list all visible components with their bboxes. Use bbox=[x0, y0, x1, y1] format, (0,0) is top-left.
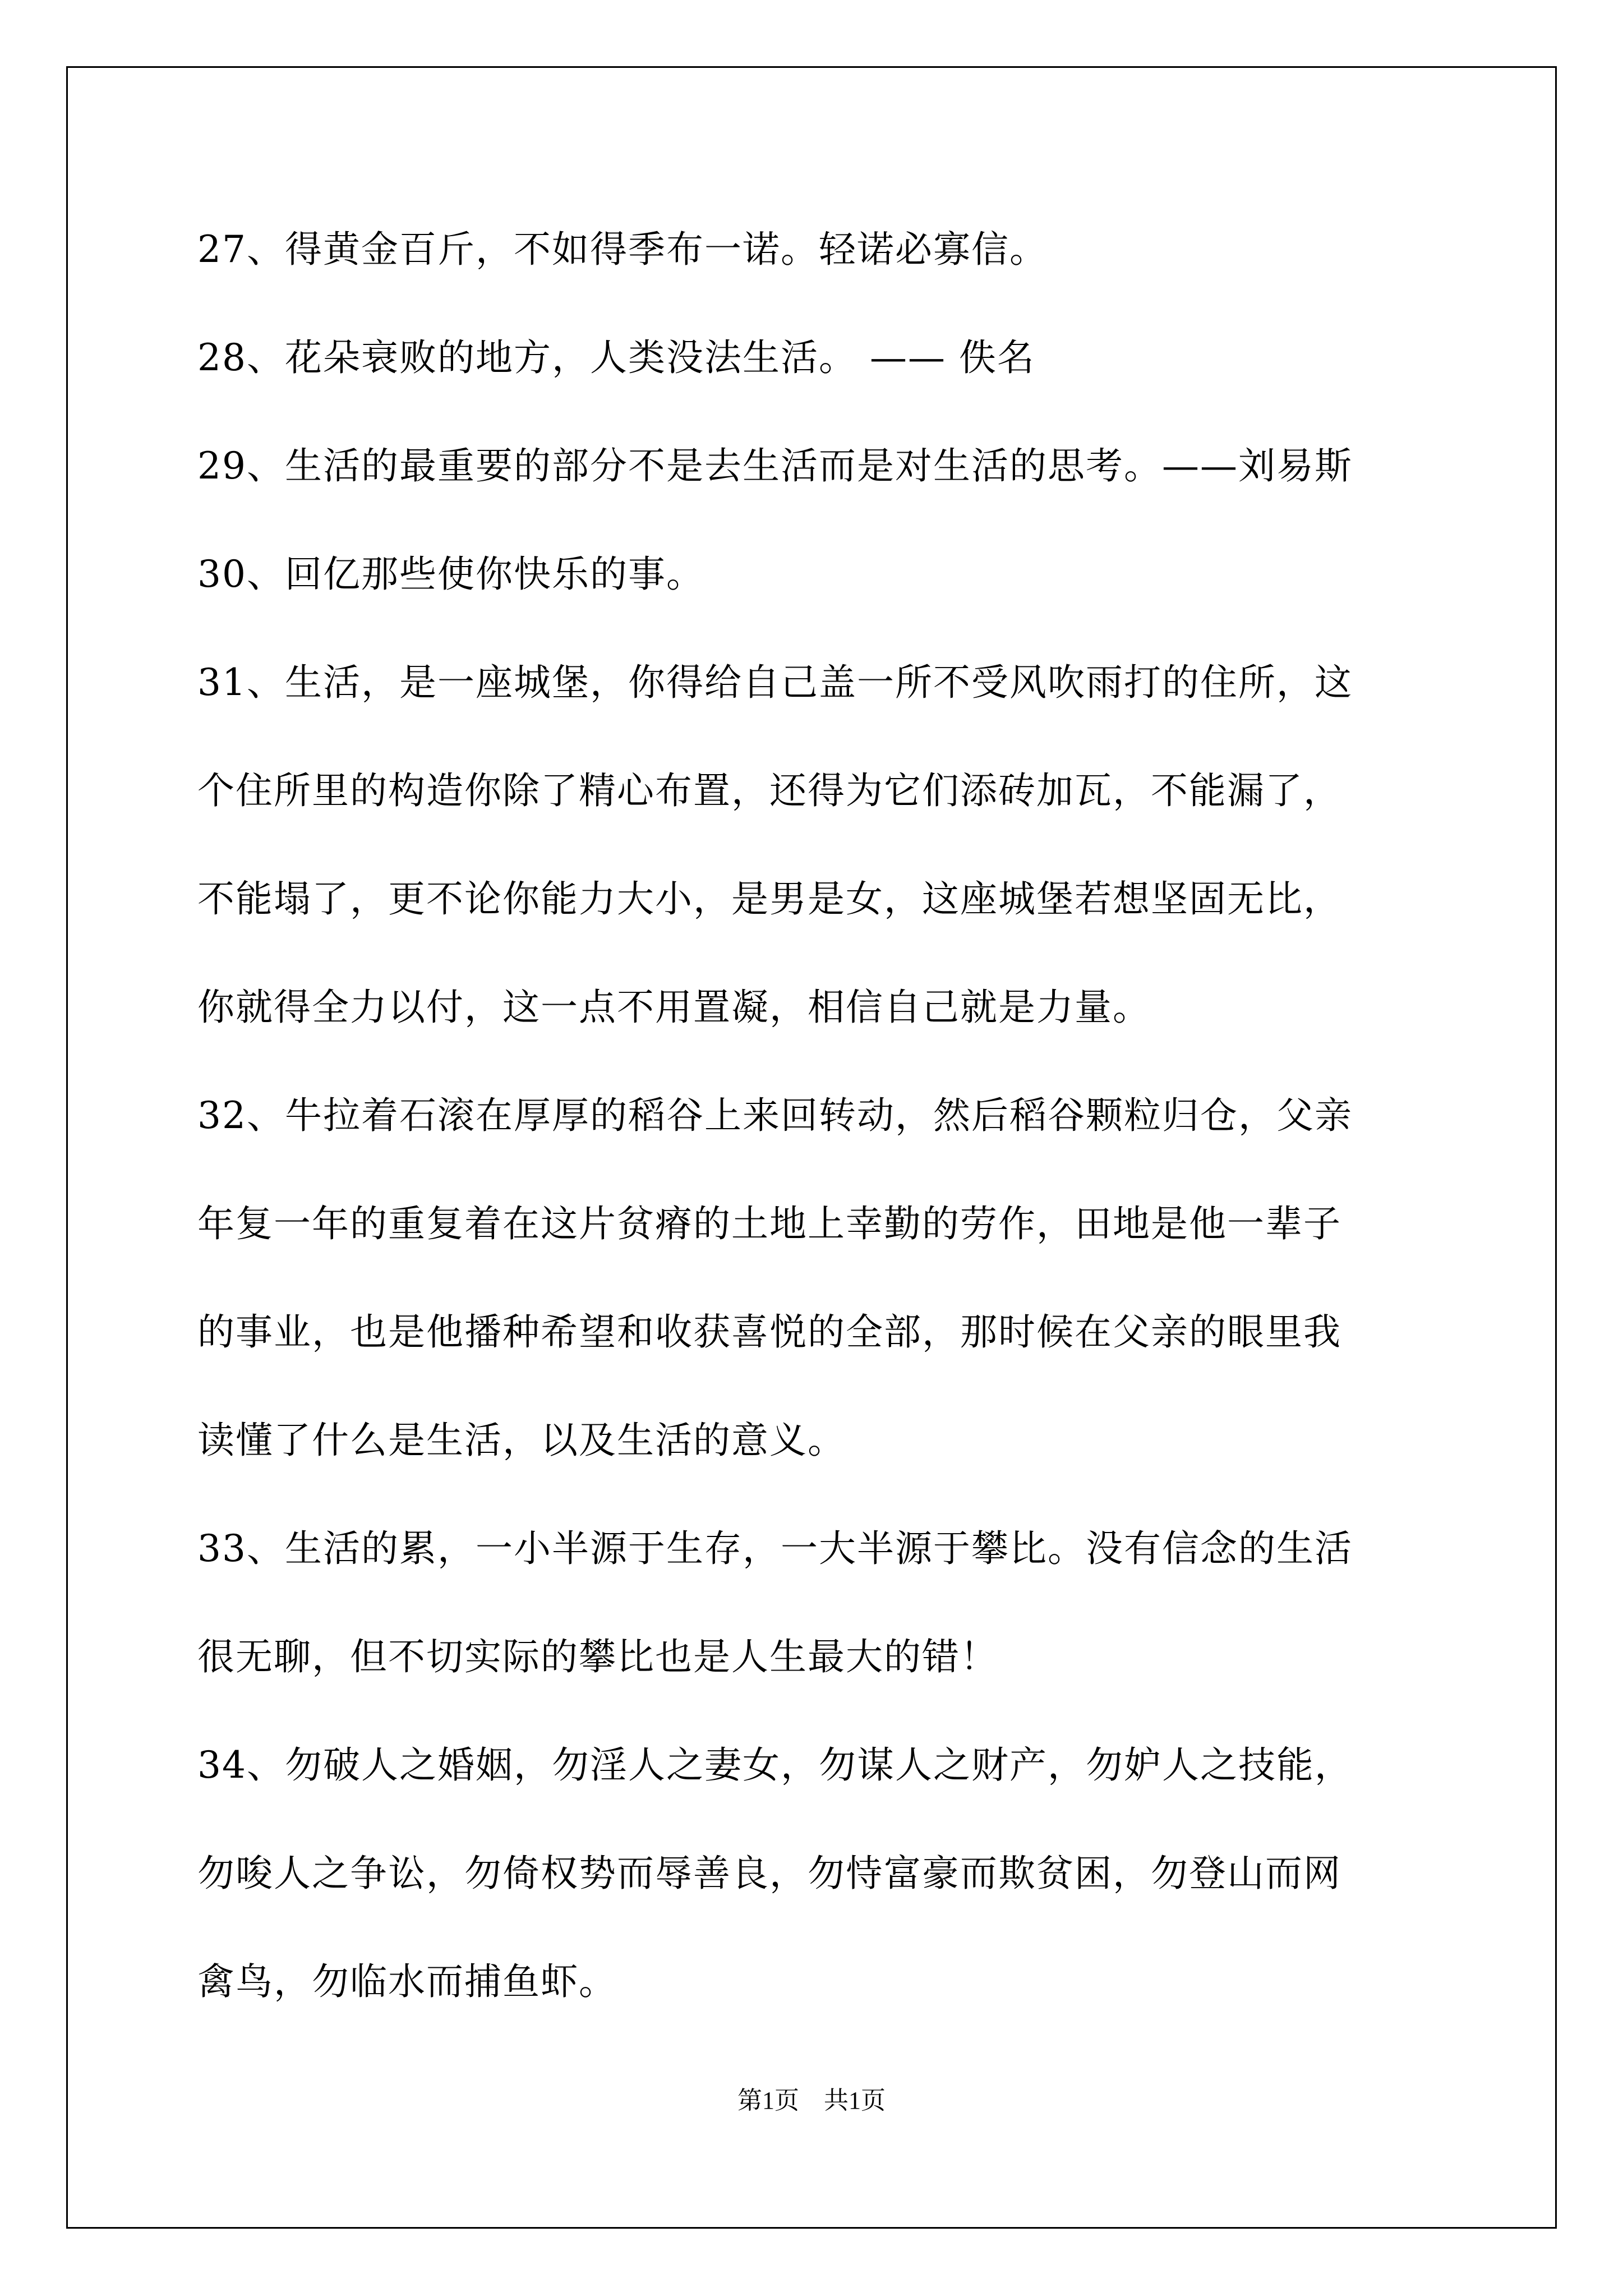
text-line: 个住所里的构造你除了精心布置，还得为它们添砖加瓦，不能漏了， bbox=[197, 769, 1341, 812]
text-line: 30、回亿那些使你快乐的事。 bbox=[197, 553, 704, 596]
text-line: 27、得黄金百斤，不如得季布一诺。轻诺必寡信。 bbox=[197, 228, 1048, 271]
text-line: 很无聊，但不切实际的攀比也是人生最大的错！ bbox=[197, 1635, 998, 1678]
page-number-footer: 第1页 共1页 bbox=[737, 2087, 886, 2114]
text-line: 不能塌了，更不论你能力大小，是男是女，这座城堡若想坚固无比， bbox=[197, 877, 1341, 921]
text-line: 勿唆人之争讼，勿倚权势而辱善良，勿恃富豪而欺贫困，勿登山而网 bbox=[197, 1852, 1341, 1895]
text-line: 34、勿破人之婚姻，勿淫人之妻女，勿谋人之财产，勿妒人之技能， bbox=[197, 1743, 1353, 1787]
text-line: 29、生活的最重要的部分不是去生活而是对生活的思考。——刘易斯 bbox=[197, 444, 1353, 487]
page-border bbox=[66, 66, 1557, 2229]
text-line: 的事业，也是他播种希望和收获喜悦的全部，那时候在父亲的眼里我 bbox=[197, 1310, 1341, 1354]
text-line: 禽鸟，勿临水而捕鱼虾。 bbox=[197, 1960, 617, 2003]
text-line: 32、牛拉着石滚在厚厚的稻谷上来回转动，然后稻谷颗粒归仓，父亲 bbox=[197, 1094, 1353, 1137]
text-line: 读懂了什么是生活，以及生活的意义。 bbox=[197, 1419, 846, 1462]
text-line: 你就得全力以付，这一点不用置凝，相信自己就是力量。 bbox=[197, 986, 1151, 1029]
text-line: 年复一年的重复着在这片贫瘠的土地上幸勤的劳作，田地是他一辈子 bbox=[197, 1202, 1341, 1245]
text-line: 28、花朵衰败的地方，人类没法生活。 —— 佚名 bbox=[197, 336, 1035, 379]
text-line: 33、生活的累，一小半源于生存，一大半源于攀比。没有信念的生活 bbox=[197, 1527, 1353, 1570]
text-line: 31、生活，是一座城堡，你得给自己盖一所不受风吹雨打的住所，这 bbox=[197, 661, 1353, 704]
